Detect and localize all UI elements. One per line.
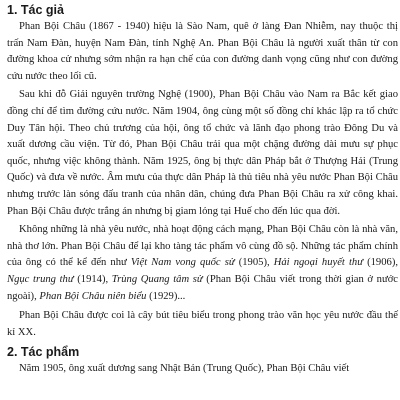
work-title: Trùng Quang tâm sử (111, 273, 203, 285)
text-run: (Phan Bội Châu viết trong thời gian ở nước ngoài), (7, 273, 399, 302)
text-run: (1905), (234, 257, 274, 269)
work-title: Phan Bội Châu niên biểu (39, 290, 147, 302)
work-title: Việt Nam vong quốc sử (130, 257, 235, 269)
text-run: (1906), (363, 257, 398, 269)
work-title: Hải ngoại huyết thư (273, 257, 363, 269)
text-run: (1929)... (146, 290, 186, 302)
paragraph-literary-works (7, 222, 398, 305)
paragraph-work-partial: Năm 1905, ông xuất dương sang Nhật Bản (Trung Quốc), Phan Bội Châu viết (19, 363, 350, 375)
section-heading-work: 2. Tác phẩm (7, 345, 80, 360)
text-run: Không những là nhà yêu nước, nhà hoạt động cách mạng, Phan Bội Châu còn là nhà văn, nhà thơ lớn. Phan Bội Châu để lại kho tàng tác phẩm vô cùng đồ sộ. Những tác phẩm chính của ông có thể kể đến như (7, 224, 398, 269)
text-run: (1914), (73, 273, 112, 285)
paragraph-revolutionary-life: Sau khi đỗ Giải nguyên trường Nghệ (1900), Phan Bội Châu vào Nam ra Bắc kết giao đồng chí để tìm đường cứu nước. Năm 1904, ông cùng một số đồng chí khác lập ra tổ chức Duy Tân hội. Theo chủ trương của hội, ông tổ chức và lãnh đạo phong trào Đông Du và xuất dương cầu viện. Từ đó, Phan Bội Châu trải qua một chặng đường dài mưu sự phục quốc, nhưng việc không thành. Năm 1925, ông bị thực dân Pháp bắt ở Thượng Hải (Trung Quốc) và đưa về nước. Âm mưu của thực dân Pháp là thủ tiêu nhà yêu nước Phan Bội Châu nhưng trước làn sóng đấu tranh của nhân dân, chúng đưa Phan Bội Châu ra xử công khai. Phan Bội Châu được trắng án nhưng bị giam lỏng tại Huế cho đến lúc qua đời. (7, 89, 398, 217)
paragraph-legacy: Phan Bội Châu được coi là cây bút tiêu biểu trong phong trào văn học yêu nước đầu thế kỉ XX. (7, 310, 398, 338)
work-title: Ngục trung thư (7, 273, 74, 285)
section-heading-author: 1. Tác giả (7, 3, 64, 17)
paragraph-biography-intro: Phan Bội Châu (1867 - 1940) hiệu là Sào Nam, quê ở làng Đan Nhiễm, nay thuộc thị trấn Nam Đàn, huyện Nam Đàn, tỉnh Nghệ An. Phan Bội Châu là người xuất thân từ con đường khoa cử nhưng sớm nhận ra hạn chế của con đường danh vọng cũng như con đường cứu nước theo lối cũ. (7, 21, 398, 82)
